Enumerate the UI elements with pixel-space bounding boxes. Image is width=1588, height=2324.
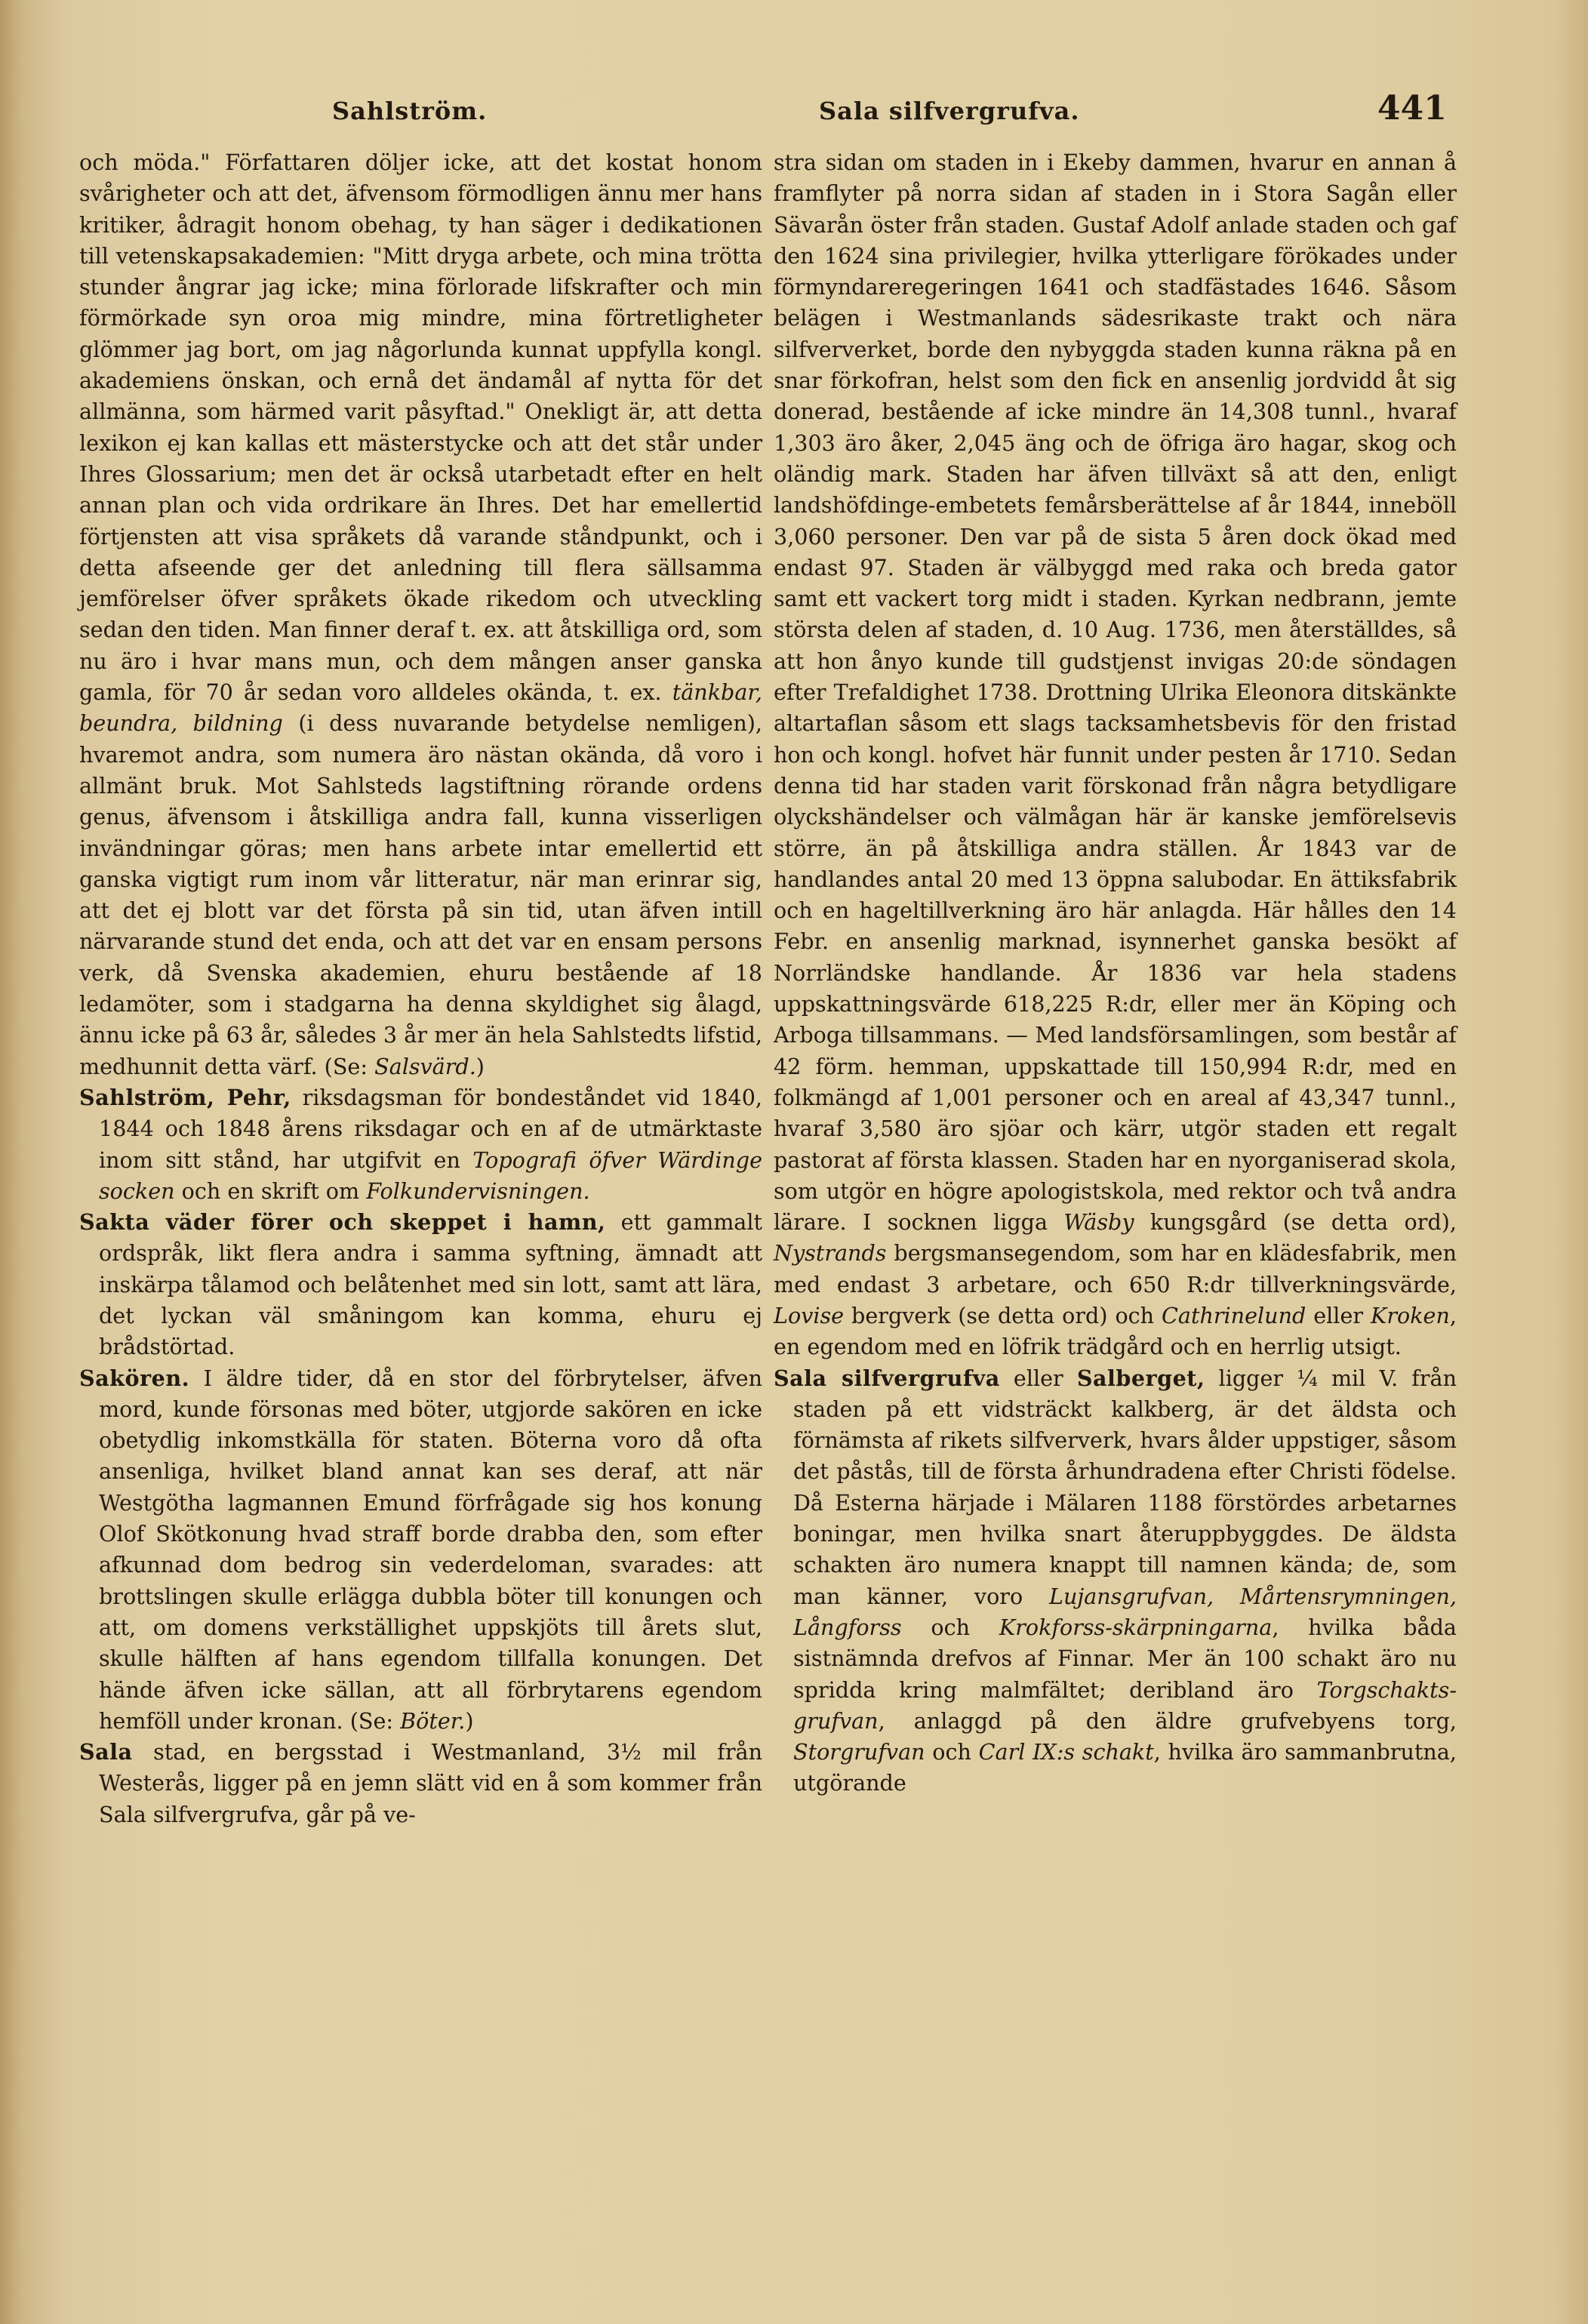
body-text: , hvilka äro sammanbrutna, utgörande — [793, 1739, 1457, 1796]
italic-term: tänkbar, beundra, bildning — [79, 679, 762, 737]
entry-headword: Salberget, — [1076, 1365, 1205, 1391]
body-text: ligger ¼ mil V. från staden på ett vidsträckt kalkberg, är det äldsta och förnämsta af rikets silfververk, hvars ålder uppstiger, såsom det påstås, till de första århundradena efter Christi födelse. Då Esterna härjade i Mälaren 1188 förstördes arbetarnes boningar, men hvilka snart återuppbyggdes. De äldsta schakten äro numera knappt till namnen kända; de, som man känner, voro — [793, 1365, 1457, 1609]
italic-term: Lujansgrufvan, Mårtensrymningen, Långforss — [793, 1583, 1457, 1640]
body-text: eller — [999, 1365, 1077, 1391]
left-column-entry — [79, 1082, 762, 1207]
header-right-keyword: Sala silfvergrufva. — [819, 97, 1080, 125]
italic-term: Böter. — [400, 1707, 466, 1734]
italic-term: Topografi öfver Wärdinge socken — [99, 1147, 762, 1204]
italic-term: Carl IX:s schakt — [978, 1739, 1154, 1765]
italic-term: Cathrinelund — [1162, 1302, 1306, 1328]
body-text: , hvilka båda sistnämnda drefvos af Finnar. Mer än 100 schakt äro nu spridda kring malmfältet; deribland äro — [793, 1614, 1457, 1703]
left-column — [79, 147, 762, 1830]
italic-term: Salsvärd. — [374, 1053, 476, 1079]
body-text: bergsmansegendom, som har en klädesfabrik, men med endast 3 arbetare, och 650 R:dr tillverkningsvärde, — [774, 1240, 1457, 1297]
right-column-entry — [774, 1363, 1457, 1799]
italic-term: Krokforss-skärpningarna — [999, 1614, 1273, 1640]
italic-term: Wäsby — [1063, 1209, 1134, 1236]
body-text: stad, en bergsstad i Westmanland, 3½ mil från Westerås, ligger på en jemn slätt vid en å som kommer från Sala silfvergrufva, går på ve- — [99, 1739, 762, 1827]
body-text: och en skrift om — [174, 1177, 367, 1204]
italic-term: Torgschakts-grufvan — [793, 1676, 1457, 1734]
italic-term: Storgrufvan — [793, 1739, 925, 1765]
italic-term: Lovise — [774, 1302, 845, 1328]
body-text: eller — [1306, 1302, 1371, 1328]
running-header — [0, 89, 1588, 134]
body-text: och möda." Författaren döljer icke, att det kostat honom svårigheter och att det, äfvensom förmodligen ännu mer hans kritiker, ådragit honom obehag, ty han säger i dedikationen till vetenskapsakademien: "Mitt dryga arbete, och mina trötta stunder ångrar jag icke; mina förlorade lifskrafter och min förmörkade syn oroa mig mindre, mina förtretligheter glömmer jag bort, om jag någorlunda kunnat uppfylla kongl. akademiens önskan, och ernå det ändamål af nytta för det allmänna, som härmed varit påsyftad." Onekligt är, att detta lexikon ej kan kallas ett mästerstycke och att det står under Ihres Glossarium; men det är också utarbetadt efter en helt annan plan och vida ordrikare än Ihres. Det har emellertid förtjensten att visa språkets då varande ståndpunkt, och i detta afseende ger det anledning till flera sällsamma jemförelser öfver språkets ökade rikedom och utveckling sedan den tiden. Man finner deraf t. ex. att åtskilliga ord, som nu äro i hvar mans mun, och dem mången anser ganska gamla, för 70 år sedan voro alldeles okända, t. ex. — [79, 149, 762, 706]
left-column-paragraph — [79, 147, 762, 1082]
header-left-keyword: Sahlström. — [332, 97, 488, 125]
italic-term: Kroken — [1370, 1302, 1450, 1328]
entry-headword: Sakören. — [79, 1365, 190, 1391]
body-text: , en egendom med en löfrik trädgård och en herrlig utsigt. — [774, 1302, 1457, 1360]
italic-term: Folkundervisningen. — [366, 1177, 590, 1204]
left-column-entry — [79, 1363, 762, 1738]
body-text: ) — [475, 1053, 485, 1079]
body-text: och — [901, 1614, 999, 1640]
right-column — [774, 147, 1457, 1799]
body-text: riksdagsman för bondeståndet vid 1840, 1844 och 1848 årens riksdagar och en af de utmärktaste inom sitt stånd, har utgifvit en — [99, 1084, 762, 1173]
body-text: I äldre tider, då en stor del förbrytelser, äfven mord, kunde försonas med böter, utgjorde sakören en icke obetydlig inkomstkälla för staten. Böterna voro då ofta ansenliga, hvilket bland annat kan ses deraf, att när Westgötha lagmannen Emund förfrågade sig hos konung Olof Skötkonung hvad straff borde drabba den, som efter afkunnad dom bedrog sin vederdeloman, svarades: att brottslingen skulle erlägga dubbla böter till konungen och att, om domens verkställighet uppskjöts till årets slut, skulle hälften af hans egendom tillfalla konungen. Det hände äfven icke sällan, att all förbrytarens egendom hemföll under kronan. (Se: — [99, 1365, 762, 1734]
right-column-paragraph — [774, 147, 1457, 1363]
body-text: stra sidan om staden in i Ekeby dammen, hvarur en annan å framflyter på norra sidan af staden in i Stora Sagån eller Sävarån öster från staden. Gustaf Adolf anlade staden och gaf den 1624 sina privilegier, hvilka ytterligare förökades under förmyndareregeringen 1641 och stadfästades 1646. Såsom belägen i Westmanlands sädesrikaste trakt och nära silfververket, borde den nybyggda staden kunna räkna på en snar förkofran, helst som den fick en ansenlig jordvidd åt sig donerad, bestående af icke mindre än 14,308 tunnl., hvaraf 1,303 äro åker, 2,045 äng och de öfriga äro hagar, skog och oländig mark. Staden har äfven tillväxt så att den, enligt landshöfdinge-embetets femårsberättelse af år 1844, inneböll 3,060 personer. Den var på de sista 5 åren dock ökad med endast 97. Staden är välbyggd med raka och breda gator samt ett vackert torg midt i staden. Kyrkan nedbrann, jemte största delen af staden, d. 10 Aug. 1736, men återställdes, så att hon ånyo kunde till gudstjenst invigas 20:de söndagen efter Trefaldighet 1738. Drottning Ulrika Eleonora ditskänkte altartaflan såsom ett slags tacksamhetsbevis för den fristad hon och kongl. hofvet här funnit under pesten år 1710. Sedan denna tid har staden varit förskonad från några betydligare olyckshändelser och välmågan här är kanske jemförelsevis större, än på åtskilliga andra ställen. År 1843 var de handlandes antal 20 med 13 öppna salubodar. En ättiksfabrik och en hageltillverkning äro här anlagda. Här hålles den 14 Febr. en ansenlig marknad, isynnerhet ganska besökt af Norrländske handlande. År 1836 var hela stadens uppskattningsvärde 618,225 R:dr, eller mer än Köping och Arboga tillsammans. — Med landsförsamlingen, som består af 42 förm. hemman, uppskattade till 150,994 R:dr, med en folkmängd af 1,001 personer och en areal af 43,347 tunnl., hvaraf 3,580 äro sjöar och kärr, utgör staden ett regalt pastorat af första klassen. Staden har en nyorganiserad skola, som utgör en högre apologistskola, med rektor och två andra lärare. I socknen ligga — [774, 149, 1457, 1236]
entry-headword: Sakta väder förer och skeppet i hamn, — [79, 1209, 606, 1236]
entry-headword: Sala silfvergrufva — [774, 1365, 1000, 1391]
left-column-entry — [79, 1207, 762, 1362]
body-text: och — [925, 1739, 979, 1765]
page-number: 441 — [1377, 89, 1447, 128]
entry-headword: Sala — [79, 1739, 133, 1765]
body-text: kungsgård (se detta ord), — [1134, 1209, 1457, 1236]
body-text: bergverk (se detta ord) och — [844, 1302, 1162, 1328]
body-text: ett gammalt ordspråk, likt flera andra i samma syftning, ämnadt att inskärpa tålamod och belåtenhet med sin lott, samt att lära, det lyckan väl småningom kan komma, ehuru ej brådstörtad. — [99, 1209, 762, 1360]
body-text: , anlaggd på den äldre grufvebyens torg, — [878, 1707, 1457, 1734]
entry-headword: Sahlström, Pehr, — [79, 1084, 291, 1110]
body-text: ) — [465, 1707, 474, 1734]
body-text: (i dess nuvarande betydelse nemligen), hvaremot andra, som numera äro nästan okända, då voro i allmänt bruk. Mot Sahlsteds lagstiftning rörande ordens genus, äfvensom i åtskilliga andra fall, kunna visserligen invändningar göras; men hans arbete intar emellertid ett ganska vigtigt rum inom vår litteratur, när man erinrar sig, att det ej blott var det första på sin tid, utan äfven intill närvarande stund det enda, och att det var en ensam persons verk, då Svenska akademien, ehuru bestående af 18 ledamöter, som i stadgarna ha denna skyldighet sig ålagd, ännu icke på 63 år, således 3 år mer än hela Sahlstedts lifstid, medhunnit detta värf. (Se: — [79, 710, 763, 1079]
left-column-entry — [79, 1737, 762, 1830]
italic-term: Nystrands — [774, 1240, 887, 1267]
